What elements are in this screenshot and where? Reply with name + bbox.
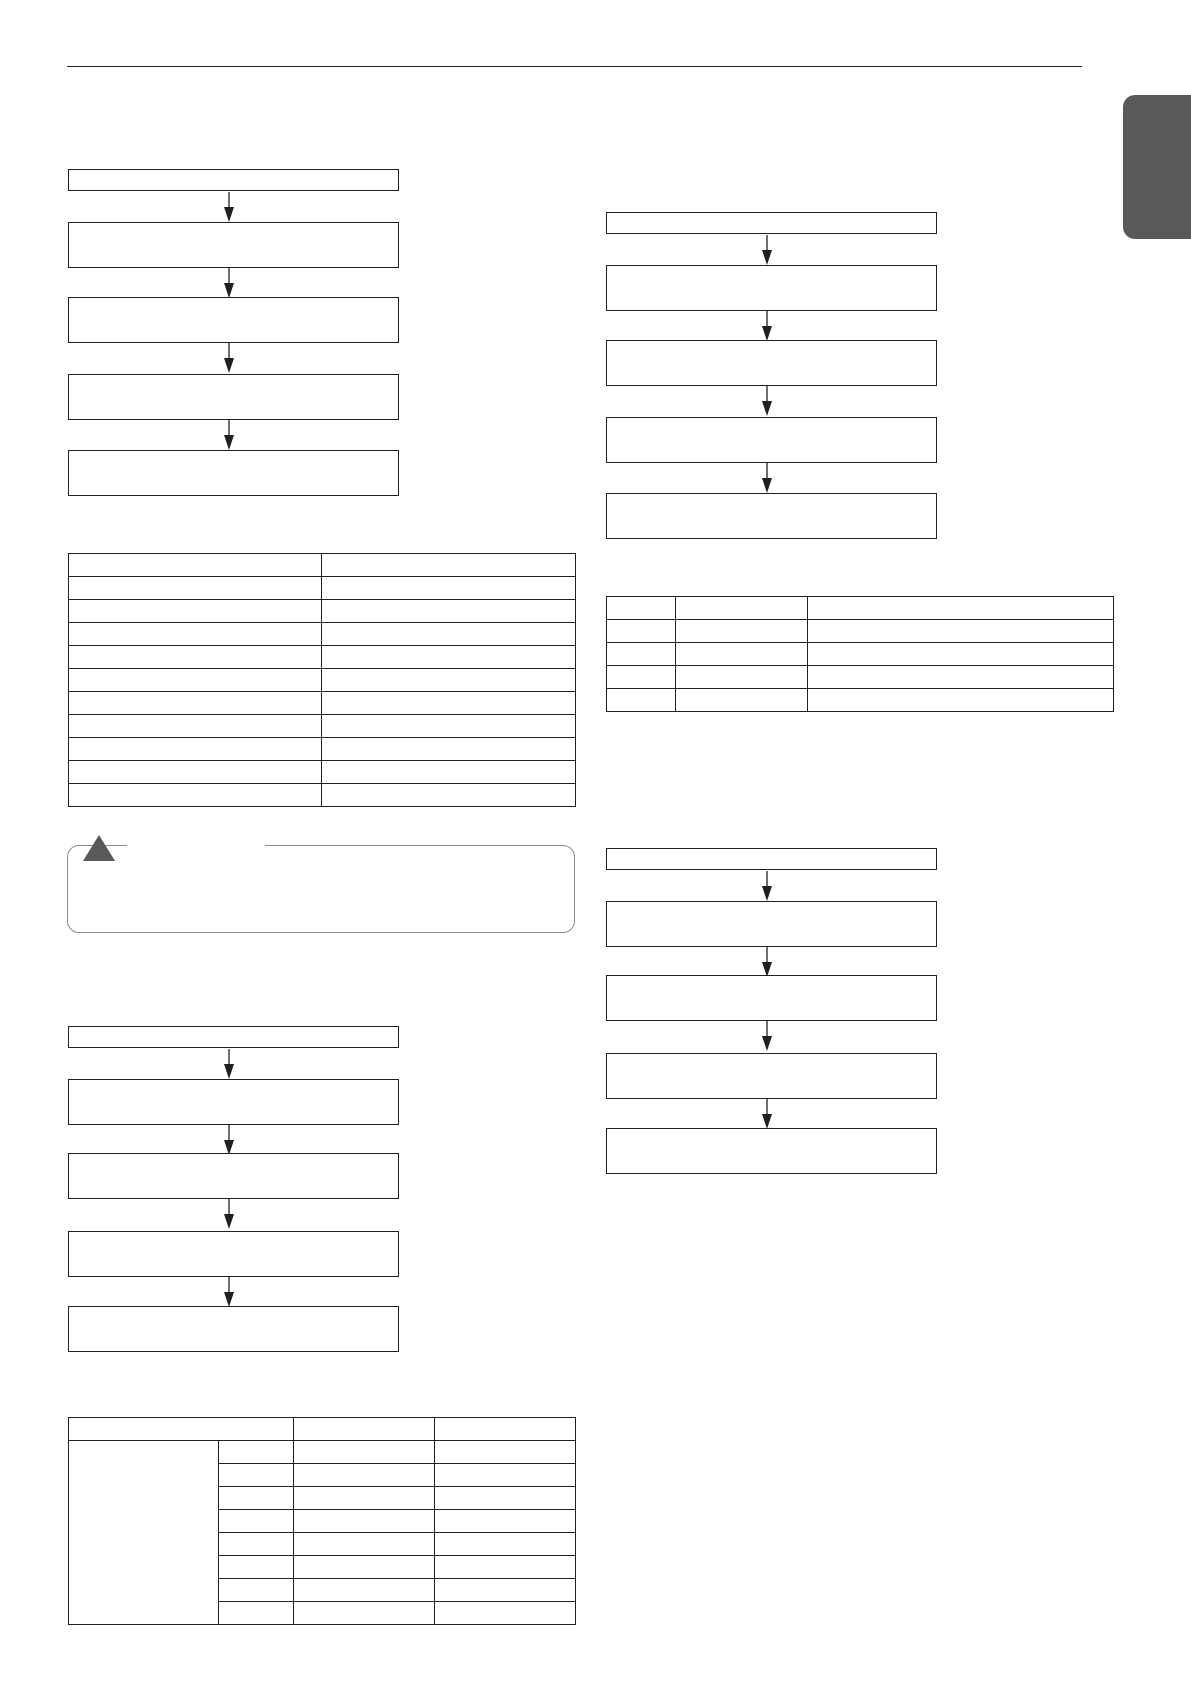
side-tab [1123, 95, 1191, 239]
header-rule [67, 66, 1082, 67]
table-row [69, 1418, 576, 1441]
table-cell [294, 1510, 435, 1533]
flow-d-step-5 [606, 1128, 937, 1174]
table-row [69, 600, 576, 623]
table-cell [219, 1556, 294, 1579]
table-cell [322, 738, 576, 761]
table-cell [219, 1441, 294, 1464]
table-row [69, 623, 576, 646]
table-row [69, 554, 576, 577]
table-cell [219, 1464, 294, 1487]
table-cell [435, 1418, 576, 1441]
table-cell [808, 597, 1114, 620]
table-two-column [68, 553, 576, 807]
arrow-down-icon [761, 463, 773, 493]
table-cell [322, 715, 576, 738]
arrow-down-icon [761, 1021, 773, 1051]
table-cell [607, 643, 676, 666]
table-cell [69, 646, 322, 669]
table-cell [69, 577, 322, 600]
table-row [69, 646, 576, 669]
table-cell [435, 1510, 576, 1533]
arrow-down-icon [223, 1277, 235, 1307]
arrow-down-icon [223, 192, 235, 222]
arrow-down-icon [223, 420, 235, 450]
table-cell [69, 761, 322, 784]
flow-c-step-2 [68, 1079, 399, 1125]
table-cell [607, 597, 676, 620]
table-row [69, 715, 576, 738]
table-cell [322, 623, 576, 646]
table-cell [322, 761, 576, 784]
table-cell [69, 669, 322, 692]
flow-b-step-2 [606, 265, 937, 311]
table-row [69, 669, 576, 692]
arrow-down-icon [223, 1125, 235, 1155]
flow-b-step-4 [606, 417, 937, 463]
table-cell [607, 666, 676, 689]
arrow-down-icon [761, 1099, 773, 1129]
table-cell [676, 597, 808, 620]
table-cell [435, 1602, 576, 1625]
table-row [607, 643, 1114, 666]
table-row [607, 597, 1114, 620]
table-cell [435, 1487, 576, 1510]
table-cell [322, 784, 576, 807]
table-cell [322, 669, 576, 692]
table-cell [435, 1441, 576, 1464]
table-cell [219, 1533, 294, 1556]
table-row [69, 577, 576, 600]
table-cell [219, 1579, 294, 1602]
flow-d-step-3 [606, 975, 937, 1021]
table-row [69, 784, 576, 807]
arrow-down-icon [761, 386, 773, 416]
table-cell [69, 1418, 294, 1441]
table-row [69, 692, 576, 715]
flow-d-step-2 [606, 901, 937, 947]
flow-c-step-1 [68, 1026, 399, 1048]
arrow-down-icon [761, 311, 773, 341]
table-grouped [68, 1417, 576, 1625]
table-cell-group [69, 1441, 219, 1625]
table-cell [607, 689, 676, 712]
flow-b-step-5 [606, 493, 937, 539]
table-cell [607, 620, 676, 643]
table-cell [322, 577, 576, 600]
table-row [69, 1441, 576, 1464]
flow-d-step-4 [606, 1053, 937, 1099]
caution-title [127, 838, 265, 854]
table-row [69, 738, 576, 761]
arrow-down-icon [761, 235, 773, 265]
arrow-down-icon [223, 268, 235, 298]
table-cell [294, 1464, 435, 1487]
table-cell [808, 666, 1114, 689]
table-cell [322, 692, 576, 715]
flow-c-step-3 [68, 1153, 399, 1199]
table-cell [808, 620, 1114, 643]
table-cell [294, 1556, 435, 1579]
flow-b-step-3 [606, 340, 937, 386]
table-cell [808, 643, 1114, 666]
table-cell [676, 689, 808, 712]
table-cell [676, 666, 808, 689]
table-cell [219, 1487, 294, 1510]
table-cell [294, 1579, 435, 1602]
flow-a-step-1 [68, 169, 399, 191]
table-cell [69, 738, 322, 761]
warning-triangle-icon [82, 834, 116, 862]
caution-text [82, 872, 562, 920]
table-cell [69, 600, 322, 623]
table-cell [69, 692, 322, 715]
arrow-down-icon [223, 343, 235, 373]
table-cell [219, 1510, 294, 1533]
table-cell [294, 1418, 435, 1441]
table-cell [69, 554, 322, 577]
flow-c-step-5 [68, 1306, 399, 1352]
table-cell [435, 1464, 576, 1487]
arrow-down-icon [223, 1199, 235, 1229]
table-cell [69, 784, 322, 807]
table-cell [435, 1533, 576, 1556]
table-cell [69, 715, 322, 738]
table-cell [69, 623, 322, 646]
arrow-down-icon [761, 947, 773, 977]
table-cell [294, 1487, 435, 1510]
table-cell [294, 1441, 435, 1464]
table-cell [322, 554, 576, 577]
table-cell [322, 646, 576, 669]
flow-a-step-4 [68, 374, 399, 420]
table-row [607, 620, 1114, 643]
arrow-down-icon [223, 1049, 235, 1079]
table-cell [294, 1602, 435, 1625]
table-cell [676, 643, 808, 666]
table-row [607, 666, 1114, 689]
table-cell [808, 689, 1114, 712]
arrow-down-icon [761, 871, 773, 901]
table-cell [435, 1556, 576, 1579]
table-three-column [606, 596, 1114, 712]
flow-a-step-5 [68, 450, 399, 496]
flow-c-step-4 [68, 1231, 399, 1277]
table-cell [676, 620, 808, 643]
table-row [607, 689, 1114, 712]
table-cell [322, 600, 576, 623]
flow-a-step-2 [68, 222, 399, 268]
flow-d-step-1 [606, 848, 937, 870]
table-cell [435, 1579, 576, 1602]
table-cell [219, 1602, 294, 1625]
flow-b-step-1 [606, 212, 937, 234]
flow-a-step-3 [68, 297, 399, 343]
table-row [69, 761, 576, 784]
table-cell [294, 1533, 435, 1556]
